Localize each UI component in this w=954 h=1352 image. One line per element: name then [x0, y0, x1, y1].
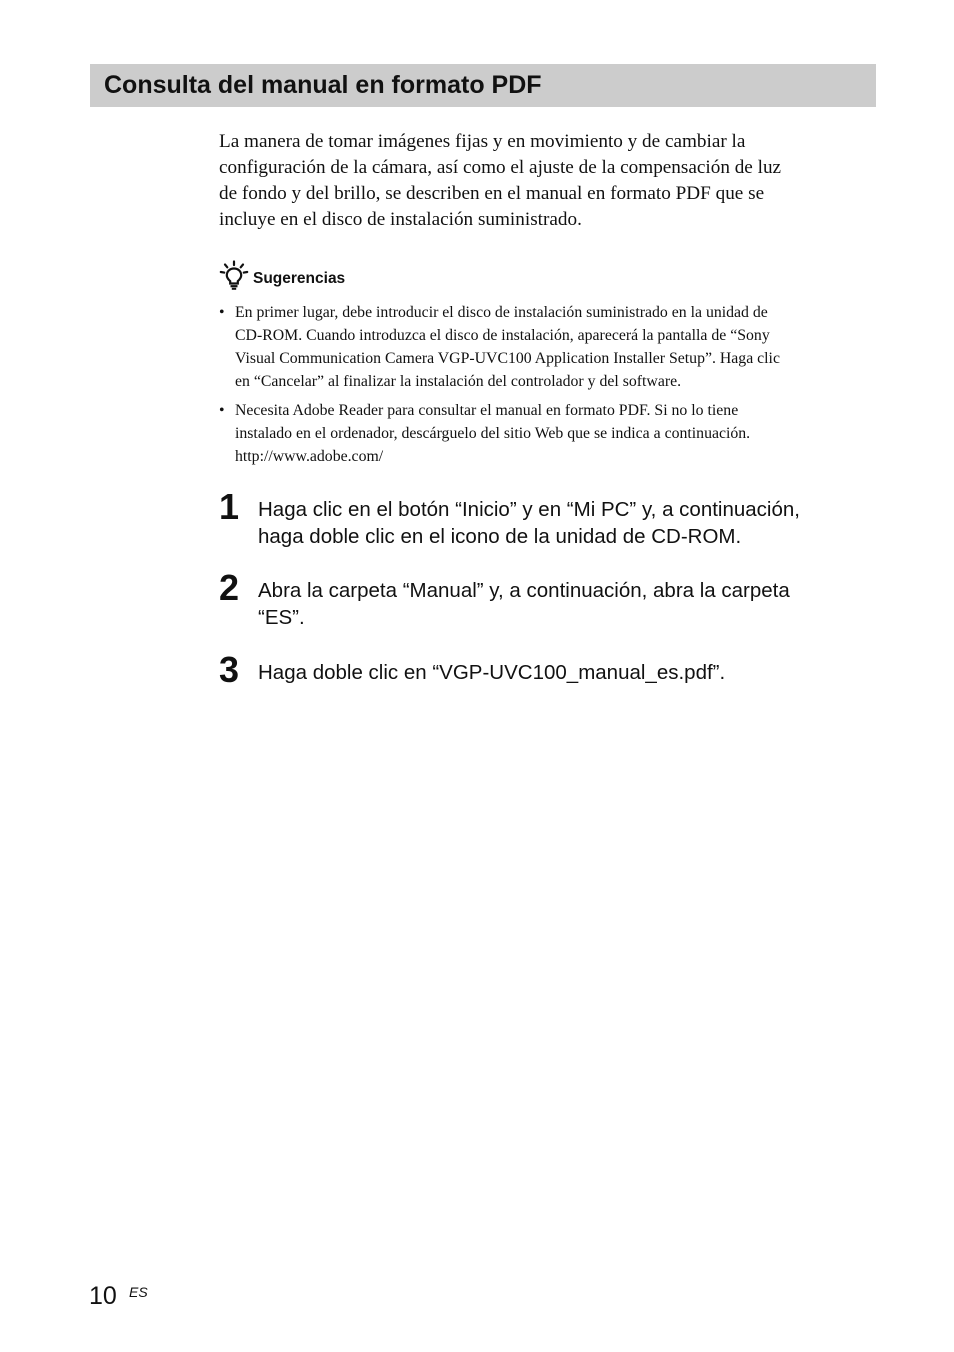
- lightbulb-icon: [219, 260, 249, 290]
- tip-line: CD-ROM. Cuando introduzca el disco de instalación, aparecerá la pantalla de “Sony: [235, 327, 770, 344]
- step-text: [258, 496, 800, 550]
- tip-line: En primer lugar, debe introducir el disco de instalación suministrado en la unidad de: [235, 304, 768, 321]
- step-text: [258, 577, 790, 631]
- tips-list: [219, 301, 869, 474]
- step-line: Haga clic en el botón “Inicio” y en “Mi PC” y, a continuación,: [258, 498, 800, 521]
- tip-line: Visual Communication Camera VGP-UVC100 Application Installer Setup”. Haga clic: [235, 350, 780, 367]
- step-line: Abra la carpeta “Manual” y, a continuación, abra la carpeta: [258, 579, 790, 602]
- tip-line: en “Cancelar” al finalizar la instalación del controlador y del software.: [235, 373, 682, 390]
- section-header: [90, 64, 876, 107]
- tips-label: Sugerencias: [253, 270, 346, 287]
- step-line: Haga doble clic en “VGP-UVC100_manual_es.pdf”.: [258, 661, 726, 684]
- step-number: 1: [219, 486, 240, 527]
- intro-line: de fondo y del brillo, se describen en el manual en formato PDF que se: [219, 183, 765, 204]
- bullet: •: [219, 402, 225, 419]
- step-line: “ES”.: [258, 606, 305, 629]
- intro-line: incluye en el disco de instalación suministrado.: [219, 209, 582, 230]
- step-number: 3: [219, 649, 240, 690]
- section-title: Consulta del manual en formato PDF: [104, 71, 542, 99]
- adobe-url-link[interactable]: http://www.adobe.com/: [235, 448, 384, 465]
- tip-item: [219, 399, 869, 468]
- tip-line: Necesita Adobe Reader para consultar el manual en formato PDF. Si no lo tiene: [235, 402, 739, 419]
- tip-line: instalado en el ordenador, descárguelo del sitio Web que se indica a continuación.: [235, 425, 751, 442]
- intro-line: La manera de tomar imágenes fijas y en movimiento y de cambiar la: [219, 131, 746, 152]
- step-line: haga doble clic en el icono de la unidad de CD-ROM.: [258, 525, 742, 548]
- bullet: •: [219, 304, 225, 321]
- tip-item: [219, 301, 869, 393]
- page-language: ES: [129, 1284, 148, 1300]
- intro-paragraph: [219, 129, 859, 233]
- page-number: 10: [89, 1282, 117, 1310]
- step-text: [258, 659, 725, 686]
- step-number: 2: [219, 567, 240, 608]
- intro-line: configuración de la cámara, así como el ajuste de la compensación de luz: [219, 157, 782, 178]
